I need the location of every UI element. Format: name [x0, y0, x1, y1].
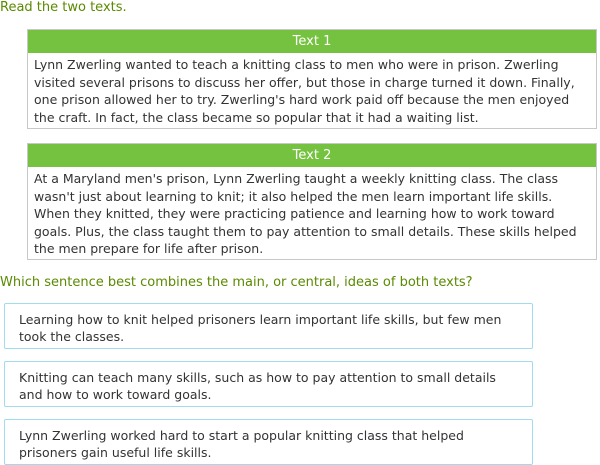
text-1-panel — [27, 29, 597, 129]
answer-choice-1[interactable]: Learning how to knit helped prisoners learn important life skills, but few men took the classes. — [4, 303, 533, 349]
text-1-body: Lynn Zwerling wanted to teach a knitting class to men who were in prison. Zwerling visited several prisons to discuss her offer, but those in charge turned it down. Finally, one prison allowed her to try. Zwerling's hard work paid off because the men enjoyed the craft. In fact, the class became so popular that it had a waiting list. — [34, 57, 575, 125]
question-prompt: Which sentence best combines the main, or central, ideas of both texts? — [0, 275, 473, 290]
text-1-header: Text 1 — [28, 30, 596, 53]
text-2-header: Text 2 — [28, 144, 596, 167]
text-2-body: At a Maryland men's prison, Lynn Zwerling taught a weekly knitting class. The class wasn't just about learning to knit; it also helped the men learn important life skills. When they knitted, they were practicing patience and learning how to work toward goals. Plus, the class taught them to pay attention to small details. These skills helped the men prepare for life after prison. — [34, 171, 577, 256]
text-2-panel — [27, 143, 597, 260]
instruction-text: Read the two texts. — [0, 0, 127, 15]
answer-choice-2[interactable]: Knitting can teach many skills, such as how to pay attention to small details and how to work toward goals. — [4, 361, 533, 407]
answer-choice-3[interactable]: Lynn Zwerling worked hard to start a popular knitting class that helped prisoners gain useful life skills. — [4, 419, 533, 465]
